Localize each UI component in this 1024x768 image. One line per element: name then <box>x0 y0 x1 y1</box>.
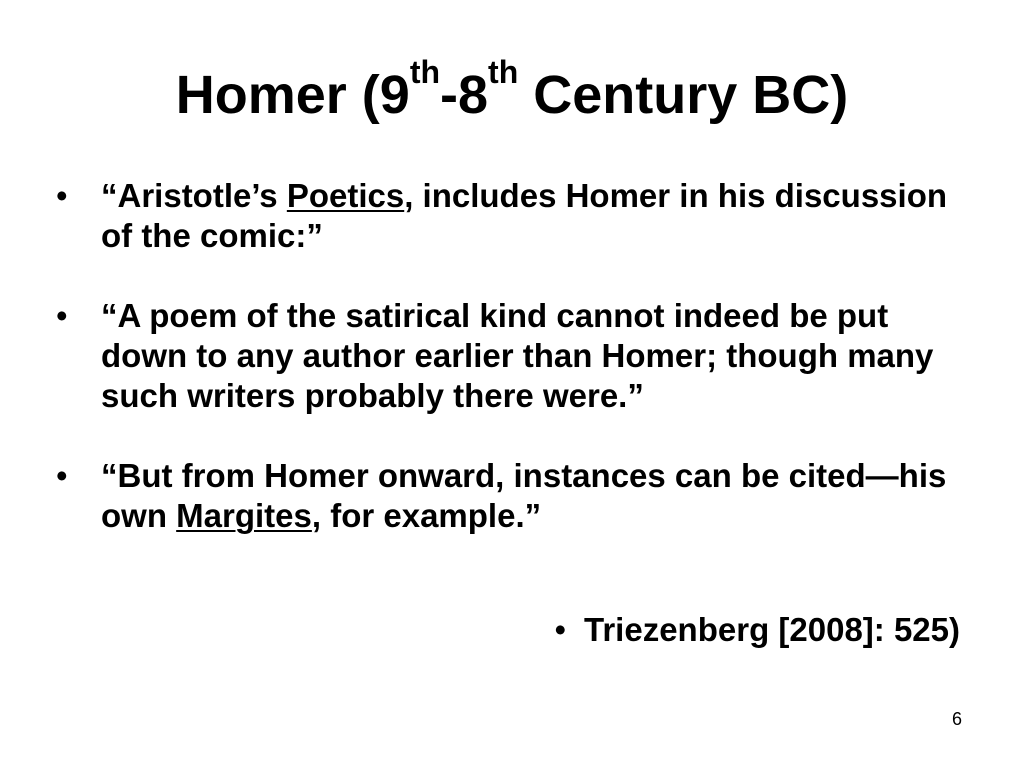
citation-text: Triezenberg [2008]: 525) <box>584 611 960 648</box>
bullet-text-after: , for example.” <box>311 497 542 534</box>
citation-bullet-marker: • <box>554 611 566 648</box>
title-middle: -8 <box>440 65 489 125</box>
slide-title <box>0 54 1024 130</box>
page-number: 6 <box>951 709 962 729</box>
bullet-item-aristotle <box>56 176 956 256</box>
bullet-marker: • <box>56 297 68 334</box>
title-suffix: Century BC) <box>518 65 849 125</box>
book-title-margites: Margites <box>176 497 312 534</box>
title-prefix: Homer (9 <box>175 65 410 125</box>
bullet-item-satirical-poem <box>56 296 956 416</box>
book-title-poetics: Poetics <box>286 177 405 214</box>
title-superscript-2: th <box>488 54 519 90</box>
bullet-item-margites <box>56 456 956 536</box>
bullet-list <box>56 176 956 576</box>
title-superscript-1: th <box>409 54 441 90</box>
bullet-text-after: , includes Homer in his discussion of the comic:” <box>101 177 948 254</box>
bullet-text: “A poem of the satirical kind cannot indeed be put down to any author earlier than Homer; though many such writers probably there were.” <box>101 297 934 414</box>
bullet-marker: • <box>56 457 68 494</box>
bullet-marker: • <box>56 177 68 214</box>
citation <box>554 610 960 650</box>
bullet-text-before: “But from Homer onward, instances can be cited—his own <box>101 457 947 534</box>
bullet-text-before: “Aristotle’s <box>101 177 287 214</box>
